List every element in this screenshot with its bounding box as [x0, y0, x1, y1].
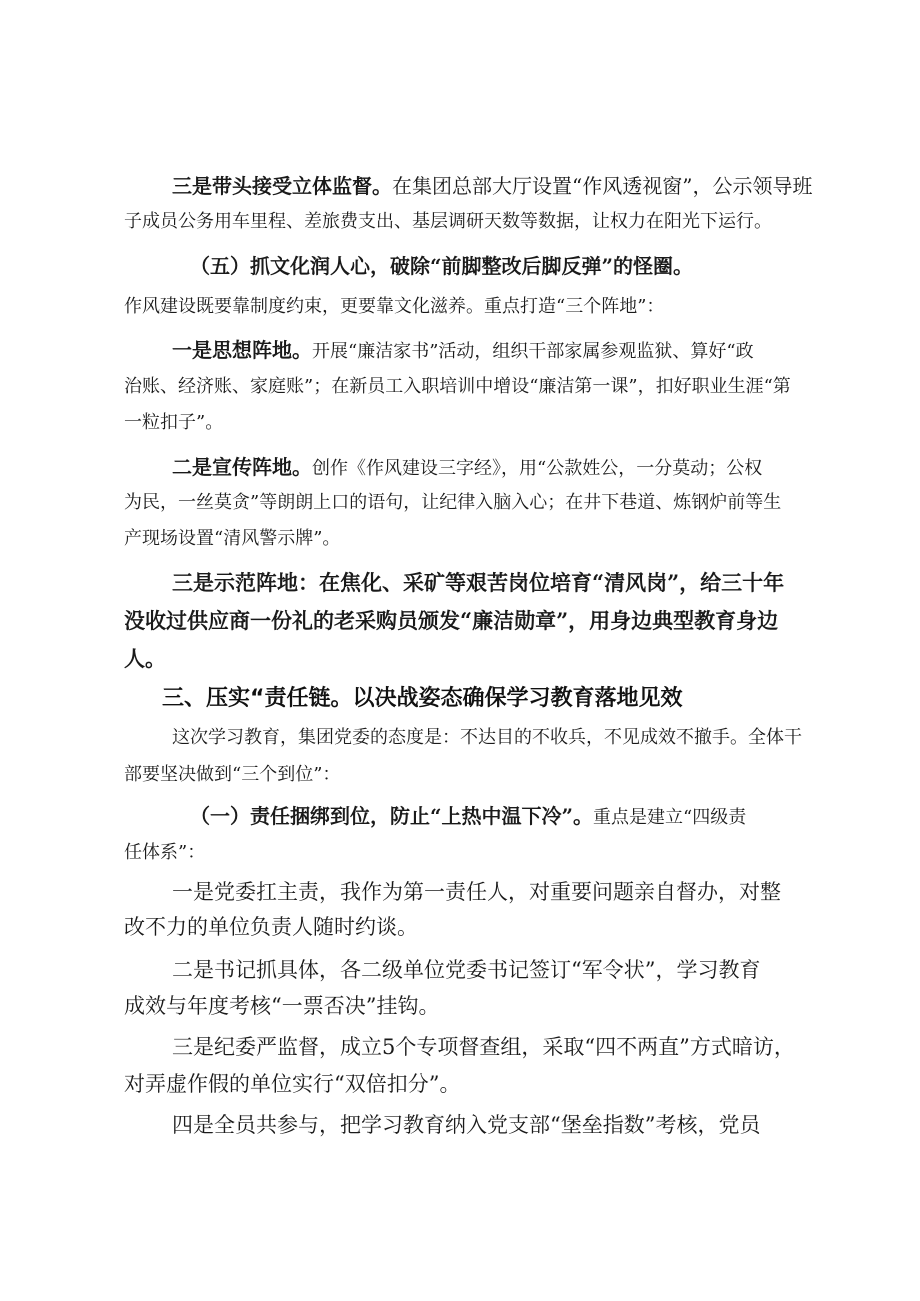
item-four-line-1: 四是全员共参与，把学习教育纳入党支部“堡垒指数”考核，党员: [172, 1113, 761, 1137]
publicity-lead: 二是宣传阵地。: [172, 455, 312, 479]
attitude-line-2: 部要坚决做到“三个到位”：: [124, 764, 341, 785]
responsibility-line-2: 任体系”：: [124, 842, 206, 863]
model-line-3: 人。: [124, 646, 166, 671]
item-two-line-2: 成效与年度考核“一票否决”挂钩。: [124, 994, 440, 1018]
model-line-2: 没收过供应商一份礼的老采购员颁发“廉洁勋章”，用身边典型教育身边: [124, 608, 779, 633]
publicity-line-3: 产现场设置“清风警示牌”。: [124, 528, 341, 549]
responsibility-title: （一）责任捆绑到位，防止“上热中温下冷”。: [190, 804, 594, 828]
section-five-title: （五）抓文化润人心，破除“前脚整改后脚反弹”的怪圈。: [190, 254, 694, 278]
supervision-text: 在集团总部大厅设置“作风透视窗”，公示领导班: [392, 174, 813, 198]
culture-intro: 作风建设既要靠制度约束，更要靠文化滋养。重点打造“三个阵地”：: [124, 296, 665, 317]
thought-line-1: [172, 334, 754, 363]
publicity-line-1: [172, 451, 762, 480]
responsibility-text: 重点是建立“四级责: [593, 807, 747, 828]
thought-line-2: 治账、经济账、家庭账”；在新员工入职培训中增设“廉洁第一课”，扣好职业生涯“第: [124, 376, 791, 397]
item-two-line-1: 二是书记抓具体，各二级单位党委书记签订“军令状”，学习教育: [172, 958, 761, 982]
publicity-line-2: 为民，一丝莫贪”等朗朗上口的语句，让纪律入脑入心；在井下巷道、炼钢炉前等生: [124, 492, 782, 513]
thought-text: 开展“廉洁家书”活动，组织干部家属参观监狱、算好“政: [312, 341, 754, 362]
attitude-line-1: 这次学习教育，集团党委的态度是：不达目的不收兵，不见成效不撤手。全体干: [172, 727, 802, 748]
responsibility-line-1: [190, 800, 746, 829]
thought-line-3: 一粒扣子”。: [124, 412, 224, 433]
publicity-text: 创作《作风建设三字经》，用“公款姓公，一分莫动；公权: [312, 458, 763, 479]
item-one-line-2: 改不力的单位负责人随时约谈。: [124, 915, 418, 939]
item-three-line-2: 对弄虚作假的单位实行“双倍扣分”。: [124, 1072, 461, 1096]
model-line-1: 三是示范阵地：在焦化、采矿等艰苦岗位培育“清风岗”，给三十年: [172, 570, 785, 595]
supervision-line-1: [172, 170, 812, 199]
item-one-line-1: 一是党委扛主责，我作为第一责任人，对重要问题亲自督办，对整: [172, 880, 781, 904]
item-three-line-1: 三是纪委严监督，成立5个专项督查组，采取“四不两直”方式暗访，: [172, 1035, 795, 1059]
supervision-line-2: 子成员公务用车里程、差旅费支出、基层调研天数等数据，让权力在阳光下运行。: [124, 211, 772, 232]
supervision-lead: 三是带头接受立体监督。: [172, 174, 392, 198]
thought-lead: 一是思想阵地。: [172, 338, 312, 362]
section-three-heading: 三、压实“责任链。以决战姿态确保学习教育落地见效: [162, 686, 683, 711]
